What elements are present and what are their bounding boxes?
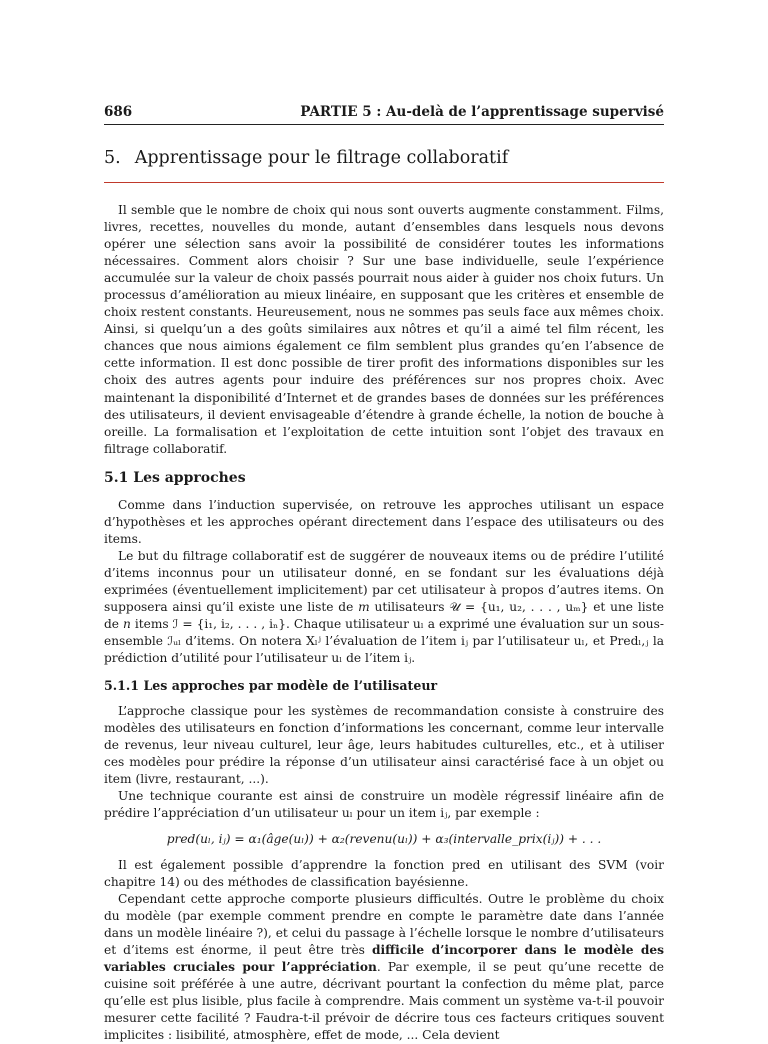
section-5-1-paragraph-2 [104,548,664,667]
section-5-1-1-paragraph-4 [104,891,664,1044]
page-body [104,202,664,1044]
intro-paragraph: Il semble que le nombre de choix qui nous sont ouverts augmente constamment. Films, livres, recettes, nouvelles du monde, autant d’ensembles dans lesquels nous devons opérer une sélection sans avoir la possibilité de considérer toutes les informations nécessaires. Comment alors choisir ? Sur une base individuelle, seule l’expérience accumulée sur la valeur de choix passés pourrait nous aider à guider nos choix futurs. Un processus d’amélioration au mieux linéaire, en supposant que les critères et ensemble de choix restent constants. Heureusement, nous ne sommes pas seuls face aux mêmes choix. Ainsi, si quelqu’un a des goûts similaires aux nôtres et qu’il a aimé tel film récent, les chances que nous aimions également ce film semblent plus grandes qu’en l’absence de cette information. Il est donc possible de tirer profit des informations disponibles sur les choix des autres agents pour induire des préférences sur nos propres choix. Avec maintenant la disponibilité d’Internet et de grandes bases de données sur les préférences des utilisateurs, il devient envisageable d’étendre à grande échelle, la notion de bouche à oreille. La formalisation et l’exploitation de cette intuition sont l’objet des travaux en filtrage collaboratif. [104,203,664,456]
section-5-1-1-paragraph-3: Il est également possible d’apprendre la fonction pred en utilisant des SVM (voir chapitre 14) ou des méthodes de classification bayésienne. [104,857,664,889]
chapter-number: 5. [104,148,121,168]
chapter-heading [104,146,664,183]
bold-emphasis: difficile d’incorporer dans le modèle des variables cruciales pour l’appréciation [104,942,664,974]
text-run: Cependant cette approche comporte plusieurs difficultés. Outre le problème du choix du modèle (par exemple comment prendre en compte le paramètre date dans l’année dans un modèle linéaire ?), et celui du passage à l’échelle lorsque le nombre d’utilisateurs et d’items est énorme, il peut être très [104,891,664,957]
running-title: PARTIE 5 : Au-delà de l’apprentissage supervisé [300,104,664,120]
text-run: items ℐ = {i₁, i₂, . . . , iₙ}. Chaque utilisateur uₗ a exprimé une évaluation sur un sous-ensemble ℐᵤₗ d’items. On notera Xₗʲ l’évaluation de l’item iⱼ par l’utilisateur uₗ, et Predₗ,ⱼ la prédiction d’utilité pour l’utilisateur uₗ de l’item iⱼ. [104,617,664,666]
regression-equation: pred(uₗ, iⱼ) = α₁(âge(uₗ)) + α₂(revenu(uₗ)) + α₃(intervalle_prix(iⱼ)) + . . . [166,831,602,846]
math-var-n: n [123,617,131,632]
text-run: . Par exemple, il se peut qu’une recette de cuisine soit préférée à une autre, décrivant pourtant la confection du même plat, parce qu’elle est plus lisible, plus facile à comprendre. Mais comment un système va-t-il pouvoir mesurer cette facilité ? Faudra-t-il prévoir de décrire tous ces facteurs critiques souvent implicites : lisibilité, atmosphère, effet de mode, ... Cela devient [104,959,665,1043]
section-5-1-heading: 5.1 Les approches [104,469,246,486]
section-5-1-1-heading: 5.1.1 Les approches par modèle de l’utilisateur [104,678,438,694]
section-5-1-1-paragraph-2: Une technique courante est ainsi de construire un modèle régressif linéaire afin de prédire l’appréciation d’un utilisateur uₗ pour un item iⱼ, par exemple : [104,789,664,821]
math-var-m: m [358,599,370,614]
section-5-1-1-paragraph-1: L’approche classique pour les systèmes de recommandation consiste à construire des modèles des utilisateurs en fonction d’informations les concernant, comme leur intervalle de revenus, leur niveau culturel, leur âge, leurs habitudes culturelles, etc., et à utiliser ces modèles pour prédire la réponse d’un utilisateur ainsi caractérisé face à un objet ou item (livre, restaurant, ...). [104,704,664,787]
section-5-1-paragraph-1: Comme dans l’induction supervisée, on retrouve les approches utilisant un espace d’hypothèses et les approches opérant directement dans l’espace des utilisateurs ou des items. [104,497,664,546]
text-run: Le but du filtrage collaboratif est de suggérer de nouveaux items ou de prédire l’utilité d’items inconnus pour un utilisateur donné, en se fondant sur les évaluations déjà exprimées (éventuellement implicitement) par cet utilisateur à propos d’autres items. On supposera ainsi qu’il existe une liste de [104,548,664,614]
page-number: 686 [104,104,133,120]
chapter-title: Apprentissage pour le filtrage collaboratif [134,148,509,168]
text-run: utilisateurs 𝒰 = {u₁, u₂, . . . , uₘ} et une liste de [104,599,664,632]
running-header [104,104,664,125]
